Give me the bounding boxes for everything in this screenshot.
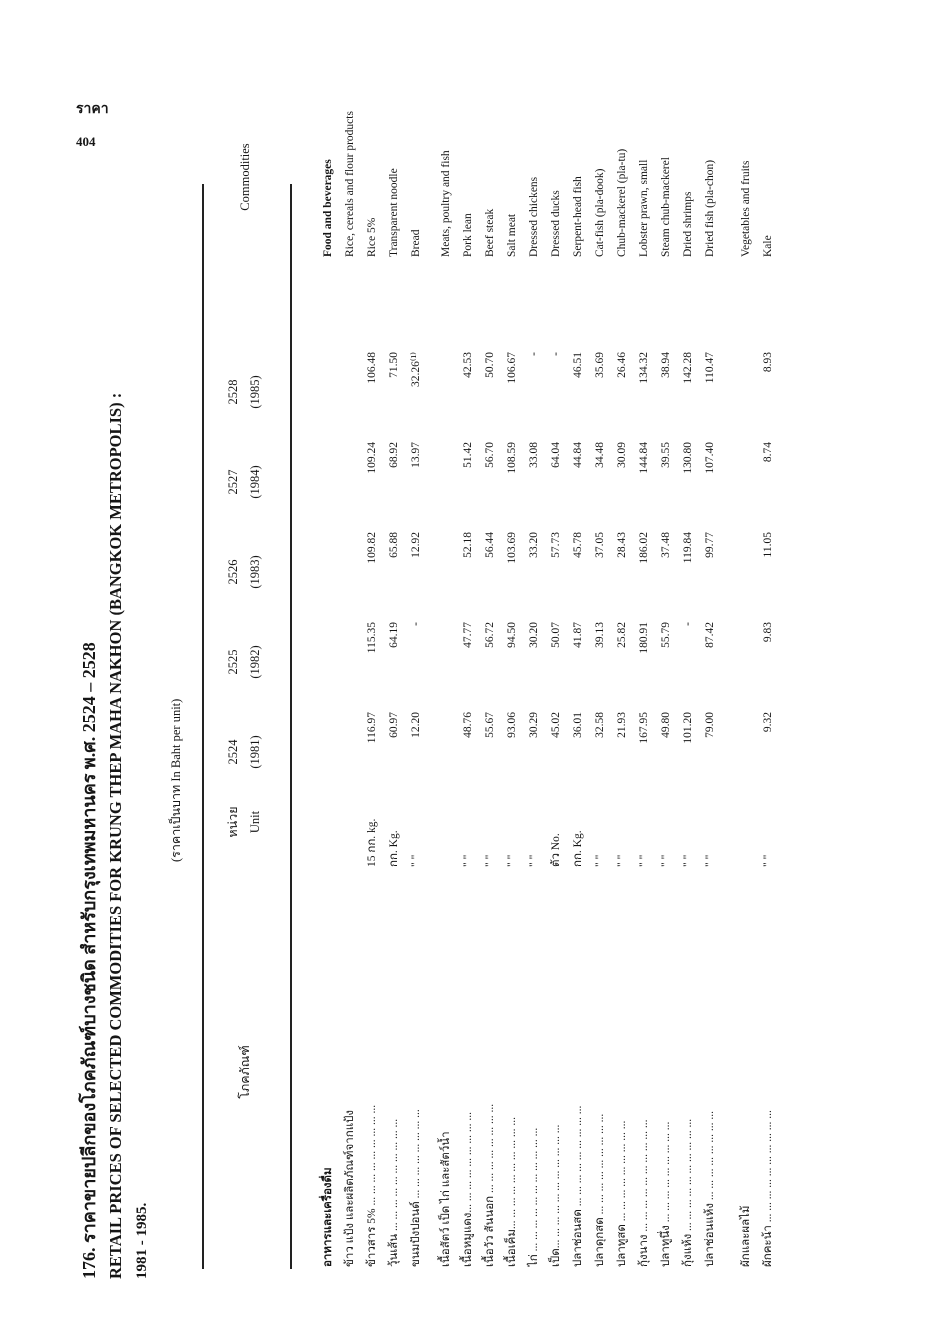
price-cell: 65.88 bbox=[388, 532, 400, 558]
price-cell: 142.28 bbox=[682, 352, 694, 384]
price-cell: 8.93 bbox=[762, 352, 774, 373]
price-cell: 37.48 bbox=[660, 532, 672, 558]
header-unit-thai: หน่วย bbox=[226, 806, 240, 838]
commodity-english-cell: Cat-fish (pla-dook) bbox=[594, 168, 606, 257]
price-cell: 109.82 bbox=[366, 532, 378, 564]
price-cell: 30.20 bbox=[528, 622, 540, 648]
table-title-english: RETAIL PRICES OF SELECTED COMMODITIES FOR KRUNG THEP MAHA NAKHON (BANGKOK METROPOLIS) : bbox=[106, 392, 125, 1279]
unit-cell: " " bbox=[410, 854, 422, 867]
price-cell: 56.70 bbox=[484, 442, 496, 468]
price-cell: 46.51 bbox=[572, 352, 584, 378]
table-row bbox=[480, 0, 500, 1337]
price-cell: 106.67 bbox=[506, 352, 518, 384]
price-cell: 99.77 bbox=[704, 532, 716, 558]
price-cell: 13.97 bbox=[410, 442, 422, 468]
price-cell: - bbox=[682, 622, 694, 626]
price-cell: 55.67 bbox=[484, 712, 496, 738]
header-year-1982 bbox=[222, 617, 266, 707]
header-year-ad: (1981) bbox=[248, 735, 262, 769]
table-row bbox=[318, 0, 338, 1337]
header-year-ad: (1984) bbox=[248, 465, 262, 499]
commodity-thai-cell: ข้าว แป้ง และผลิตภัณฑ์จากแป้ง bbox=[344, 1109, 356, 1267]
header-year-ad: (1985) bbox=[248, 375, 262, 409]
price-cell: 57.73 bbox=[550, 532, 562, 558]
price-cell: 51.42 bbox=[462, 442, 474, 468]
price-cell: 103.69 bbox=[506, 532, 518, 564]
unit-cell: " " bbox=[506, 854, 518, 867]
unit-cell: กก. Kg. bbox=[388, 830, 400, 867]
table-row bbox=[634, 0, 654, 1337]
price-cell: 25.82 bbox=[616, 622, 628, 648]
price-cell: 26.46 bbox=[616, 352, 628, 378]
unit-cell: " " bbox=[660, 854, 672, 867]
price-cell: 94.50 bbox=[506, 622, 518, 648]
table-top-rule bbox=[202, 184, 204, 1269]
commodity-english-cell: Dressed chickens bbox=[528, 176, 540, 257]
table-row bbox=[546, 0, 566, 1337]
commodity-english-cell: Lobster prawn, small bbox=[638, 159, 650, 257]
commodity-thai-cell: ไก่ ... ... ... ... ... ... ... ... ... ... ... bbox=[528, 1127, 540, 1267]
table-row bbox=[384, 0, 404, 1337]
commodity-thai-cell: ข้าวสาร 5% ... ... ... ... ... ... ... ... ... bbox=[366, 1104, 378, 1267]
price-cell: 32.58 bbox=[594, 712, 606, 738]
table-row bbox=[590, 0, 610, 1337]
commodity-thai-cell: ปลาดุกสด ... ... ... ... ... ... ... ... ... bbox=[594, 1113, 606, 1267]
table-row bbox=[568, 0, 588, 1337]
price-cell: 9.83 bbox=[762, 622, 774, 643]
header-year-1983 bbox=[222, 527, 266, 617]
header-year-be: 2528 bbox=[226, 379, 240, 405]
commodity-english-cell: Serpent-head fish bbox=[572, 176, 584, 257]
commodity-thai-cell: เนื้อเค็ม... ... ... ... ... ... ... ... ... ... bbox=[506, 1116, 518, 1267]
price-cell: 71.50 bbox=[388, 352, 400, 378]
price-cell: 12.20 bbox=[410, 712, 422, 738]
price-cell: 116.97 bbox=[366, 712, 378, 744]
commodity-english-cell: Bread bbox=[410, 229, 422, 257]
unit-cell: ตัว No. bbox=[550, 833, 562, 867]
commodity-thai-cell: เนื้อหมูแดง... ... ... ... ... ... ... ... ... bbox=[462, 1112, 474, 1267]
unit-cell: " " bbox=[762, 854, 774, 867]
header-year-1984 bbox=[222, 437, 266, 527]
price-cell: 38.94 bbox=[660, 352, 672, 378]
price-cell: - bbox=[528, 352, 540, 356]
price-cell: 55.79 bbox=[660, 622, 672, 648]
commodity-thai-cell: ปลาช่อนแห้ง ... ... ... ... ... ... ... ... bbox=[704, 1111, 716, 1267]
page-number: 404 bbox=[76, 134, 96, 149]
price-cell: 56.72 bbox=[484, 622, 496, 648]
unit-cell: " " bbox=[462, 854, 474, 867]
price-cell: 110.47 bbox=[704, 352, 716, 384]
commodity-english-cell: Salt meat bbox=[506, 213, 518, 257]
table-row bbox=[502, 0, 522, 1337]
price-cell: 39.13 bbox=[594, 622, 606, 648]
price-cell: 45.02 bbox=[550, 712, 562, 738]
commodity-english-cell: Chub-mackerel (pla-tu) bbox=[616, 148, 628, 257]
price-cell: 21.93 bbox=[616, 712, 628, 738]
price-cell: 49.80 bbox=[660, 712, 672, 738]
commodity-english-cell: Dried shrimps bbox=[682, 191, 694, 257]
price-cell: 101.20 bbox=[682, 712, 694, 744]
table-row bbox=[340, 0, 360, 1337]
price-cell: 93.06 bbox=[506, 712, 518, 738]
commodity-thai-cell: อาหารและเครื่องดื่ม bbox=[322, 1167, 334, 1267]
price-cell: 32.26⁽¹⁾ bbox=[410, 352, 422, 387]
price-cell: 115.35 bbox=[366, 622, 378, 654]
unit-cell: 15 กก. kg. bbox=[366, 818, 378, 867]
price-cell: 42.53 bbox=[462, 352, 474, 378]
price-cell: 106.48 bbox=[366, 352, 378, 384]
commodity-english-cell: Rice, cereals and flour products bbox=[344, 111, 356, 257]
price-cell: 34.48 bbox=[594, 442, 606, 468]
table-row bbox=[700, 0, 720, 1337]
header-year-be: 2526 bbox=[226, 559, 240, 585]
unit-cell: " " bbox=[704, 854, 716, 867]
price-cell: 167.95 bbox=[638, 712, 650, 744]
table-row bbox=[524, 0, 544, 1337]
price-cell: 37.05 bbox=[594, 532, 606, 558]
price-cell: 44.84 bbox=[572, 442, 584, 468]
price-cell: 52.18 bbox=[462, 532, 474, 558]
price-cell: 56.44 bbox=[484, 532, 496, 558]
commodity-thai-cell: กุ้งนาง ... ... ... ... ... ... ... ... ... ... bbox=[638, 1119, 650, 1267]
commodity-english-cell: Pork lean bbox=[462, 213, 474, 257]
header-commodities-english: Commodities bbox=[238, 143, 252, 211]
price-cell: 36.01 bbox=[572, 712, 584, 738]
unit-cell: " " bbox=[594, 854, 606, 867]
commodity-english-cell: Food and beverages bbox=[322, 159, 334, 257]
commodity-thai-cell: ปลาทูนึ่ง ... ... ... ... ... ... ... ... ... bbox=[660, 1121, 672, 1267]
price-cell: 87.42 bbox=[704, 622, 716, 648]
price-cell: 119.84 bbox=[682, 532, 694, 564]
header-year-1981 bbox=[222, 707, 266, 797]
table-row bbox=[736, 0, 756, 1337]
price-cell: 47.77 bbox=[462, 622, 474, 648]
table-row bbox=[612, 0, 632, 1337]
price-cell: - bbox=[550, 352, 562, 356]
unit-cell: " " bbox=[638, 854, 650, 867]
unit-cell: " " bbox=[528, 854, 540, 867]
table-row bbox=[678, 0, 698, 1337]
price-cell: 134.32 bbox=[638, 352, 650, 384]
price-cell: 109.24 bbox=[366, 442, 378, 474]
price-cell: 35.69 bbox=[594, 352, 606, 378]
unit-cell: กก. Kg. bbox=[572, 830, 584, 867]
price-cell: 79.00 bbox=[704, 712, 716, 738]
commodity-english-cell: Transparent noodle bbox=[388, 168, 400, 257]
commodity-thai-cell: เนื้อสัตว์ เป็ด ไก่ และสัตว์น้ำ bbox=[440, 1131, 452, 1267]
price-cell: - bbox=[410, 622, 422, 626]
table-title-thai: 176. ราคาขายปลีกของโภคภัณฑ์บางชนิด สำหรับกรุงเทพมหานคร พ.ศ. 2524 – 2528 bbox=[79, 642, 99, 1279]
price-cell: 11.05 bbox=[762, 532, 774, 558]
header-year-be: 2524 bbox=[226, 739, 240, 765]
commodity-thai-cell: วุ้นเส้น ... ... ... ... ... ... ... ... ... ... bbox=[388, 1118, 400, 1267]
header-year-ad: (1983) bbox=[248, 555, 262, 589]
price-cell: 48.76 bbox=[462, 712, 474, 738]
price-cell: 60.97 bbox=[388, 712, 400, 738]
price-cell: 45.78 bbox=[572, 532, 584, 558]
header-year-be: 2525 bbox=[226, 649, 240, 675]
price-cell: 39.55 bbox=[660, 442, 672, 468]
price-cell: 8.74 bbox=[762, 442, 774, 463]
table-row bbox=[406, 0, 426, 1337]
price-cell: 68.92 bbox=[388, 442, 400, 468]
price-cell: 108.59 bbox=[506, 442, 518, 474]
commodity-thai-cell: ปลาช่อนสด ... ... ... ... ... ... ... ... ... bbox=[572, 1105, 584, 1267]
price-cell: 41.87 bbox=[572, 622, 584, 648]
price-cell: 64.04 bbox=[550, 442, 562, 468]
commodity-thai-cell: ผักคะน้า ... ... ... ... ... ... ... ... ... ... bbox=[762, 1110, 774, 1267]
price-cell: 28.43 bbox=[616, 532, 628, 558]
table-row bbox=[436, 0, 456, 1337]
price-cell: 33.20 bbox=[528, 532, 540, 558]
price-cell: 186.02 bbox=[638, 532, 650, 564]
commodity-english-cell: Beef steak bbox=[484, 208, 496, 257]
commodity-thai-cell: ผักและผลไม้ bbox=[740, 1205, 752, 1267]
commodity-english-cell: Steam chub-mackerel bbox=[660, 157, 672, 257]
commodity-english-cell: Dressed ducks bbox=[550, 190, 562, 257]
price-cell: 30.29 bbox=[528, 712, 540, 738]
table-row bbox=[362, 0, 382, 1337]
unit-cell: " " bbox=[616, 854, 628, 867]
table-row bbox=[458, 0, 478, 1337]
commodity-english-cell: Dried fish (pla-chon) bbox=[704, 159, 716, 257]
unit-cell: " " bbox=[682, 854, 694, 867]
header-commodity-thai: โภคภัณฑ์ bbox=[238, 1045, 252, 1099]
header-year-ad: (1982) bbox=[248, 645, 262, 679]
commodity-english-cell: Rice 5% bbox=[366, 217, 378, 257]
commodity-thai-cell: เนื้อวัว สันนอก ... ... ... ... ... ... ... ... bbox=[484, 1103, 496, 1267]
price-cell: 144.84 bbox=[638, 442, 650, 474]
price-cell: 30.09 bbox=[616, 442, 628, 468]
commodity-thai-cell: ขนมปังปอนด์ ... ... ... ... ... ... ... ... bbox=[410, 1109, 422, 1267]
commodity-thai-cell: เป็ด... ... ... ... ... ... ... ... ... ... ... bbox=[550, 1124, 562, 1267]
commodity-english-cell: Vegetables and fruits bbox=[740, 160, 752, 257]
price-cell: 50.70 bbox=[484, 352, 496, 378]
header-year-1985 bbox=[222, 347, 266, 437]
price-cell: 33.08 bbox=[528, 442, 540, 468]
unit-cell: " " bbox=[484, 854, 496, 867]
commodity-thai-cell: ปลาทูสด ... ... ... ... ... ... ... ... ... bbox=[616, 1120, 628, 1267]
price-cell: 107.40 bbox=[704, 442, 716, 474]
price-cell: 130.80 bbox=[682, 442, 694, 474]
section-label: ราคา bbox=[76, 102, 109, 117]
table-title-years: 1981 - 1985. bbox=[134, 1202, 150, 1279]
unit-note: (ราคาเป็นบาท In Baht per unit) bbox=[169, 698, 183, 862]
commodity-english-cell: Meats, poultry and fish bbox=[440, 150, 452, 257]
price-cell: 64.19 bbox=[388, 622, 400, 648]
header-unit-english: Unit bbox=[248, 810, 262, 834]
commodity-thai-cell: กุ้งแห้ง ... ... ... ... ... ... ... ... ... ... bbox=[682, 1118, 694, 1267]
price-cell: 180.91 bbox=[638, 622, 650, 654]
price-cell: 9.32 bbox=[762, 712, 774, 733]
commodity-english-cell: Kale bbox=[762, 235, 774, 257]
table-row bbox=[758, 0, 778, 1337]
price-cell: 50.07 bbox=[550, 622, 562, 648]
table-row bbox=[656, 0, 676, 1337]
price-cell: 12.92 bbox=[410, 532, 422, 558]
table-header-rule bbox=[290, 184, 292, 1269]
header-year-be: 2527 bbox=[226, 469, 240, 495]
